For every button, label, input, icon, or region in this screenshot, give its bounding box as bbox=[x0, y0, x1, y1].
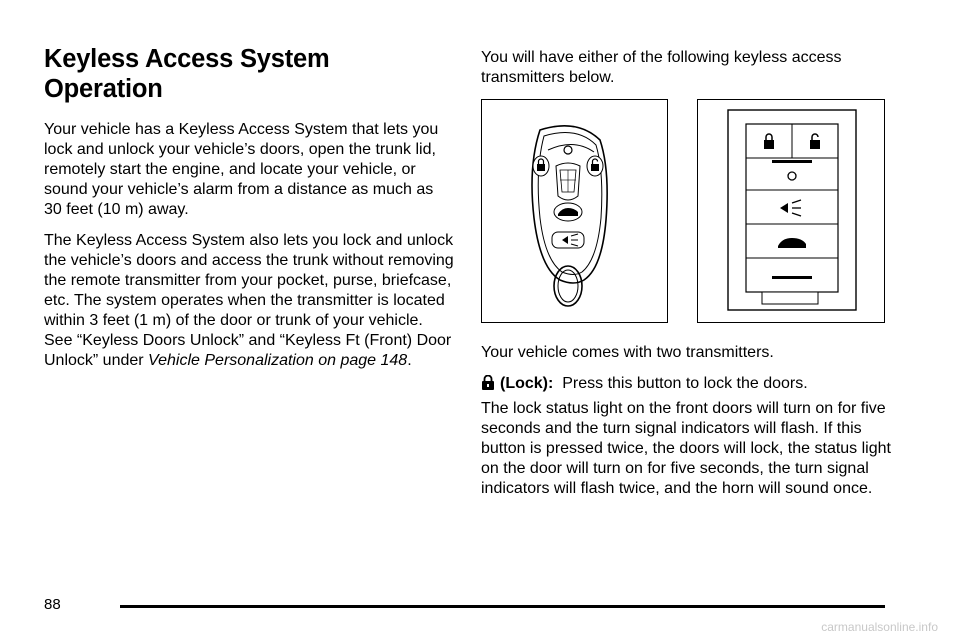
rectangular-key-fob-icon bbox=[698, 100, 884, 322]
oval-key-fob-figure bbox=[481, 99, 668, 323]
description-text: The Keyless Access System also lets you lock and unlock the vehicle’s doors and access the trunk without removing the remote transmitter from your pocket, purse, briefcase, etc. The system operates when the transmitter is located within 3 feet (1 m) of the door or trunk of your vehicle. See “Keyless Doors Unlock” and “Keyless Ft (Front) Door Unlock” under bbox=[44, 232, 454, 369]
page-number: 88 bbox=[44, 596, 61, 613]
left-column bbox=[44, 44, 454, 382]
intro-paragraph: Your vehicle has a Keyless Access System that lets you lock and unlock your vehicle’s doors, open the trunk lid, remotely start the engine, and locate your vehicle, or sound your vehicle’s alarm from a distance as much as 30 feet (10 m) away. bbox=[44, 121, 439, 218]
description-end: . bbox=[407, 352, 412, 369]
lock-icon bbox=[481, 375, 495, 397]
lock-term: (Lock): bbox=[500, 375, 554, 392]
rectangular-key-fob-figure bbox=[697, 99, 885, 323]
transmitter-count: Your vehicle comes with two transmitters. bbox=[481, 344, 774, 361]
lock-description: Press this button to lock the doors. bbox=[562, 375, 808, 392]
description-paragraph bbox=[44, 231, 454, 371]
oval-key-fob-icon bbox=[482, 100, 667, 322]
right-column bbox=[481, 48, 901, 510]
transmitter-figures bbox=[481, 99, 901, 323]
footer-rule bbox=[120, 605, 885, 608]
watermark: carmanualsonline.info bbox=[821, 620, 938, 634]
page-title: Keyless Access System Operation bbox=[44, 45, 330, 103]
transmitter-intro: You will have either of the following keyless access transmitters below. bbox=[481, 49, 842, 86]
lock-heading-line bbox=[481, 374, 901, 397]
page-reference-link[interactable]: Vehicle Personalization on page 148 bbox=[148, 352, 408, 369]
lock-paragraph: The lock status light on the front doors will turn on for five seconds and the turn signal indicators will flash. If this button is pressed twice, the doors will lock, the status light on the door will turn on for five seconds, the turn signal indicators will flash twice, and the horn will sound once. bbox=[481, 400, 891, 497]
